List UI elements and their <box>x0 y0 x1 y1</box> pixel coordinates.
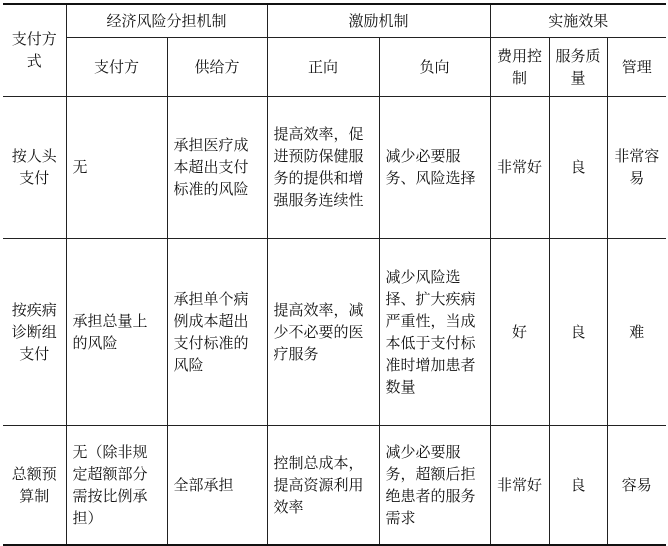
header-row-1 <box>3 4 666 37</box>
row-cost-control: 非常好 <box>490 425 549 545</box>
row-service-quality: 良 <box>549 96 607 238</box>
row-negative: 减少风险选择、扩大疾病严重性，当成本低于支付标准时增加患者数量 <box>379 238 490 425</box>
header-positive: 正向 <box>267 37 379 96</box>
header-management: 管理 <box>607 37 666 96</box>
row-negative: 减少必要服务、风险选择 <box>379 96 490 238</box>
row-cost-control: 好 <box>490 238 549 425</box>
header-negative: 负向 <box>379 37 490 96</box>
header-effect: 实施效果 <box>490 4 666 37</box>
row-negative: 减少必要服务，超额后拒绝患者的服务需求 <box>379 425 490 545</box>
table-row <box>3 238 666 425</box>
row-method: 按疾病诊断组支付 <box>3 238 66 425</box>
row-payer: 无 <box>66 96 167 238</box>
row-payer: 承担总量上的风险 <box>66 238 167 425</box>
row-positive: 提高效率，促进预防保健服务的提供和增强服务连续性 <box>267 96 379 238</box>
row-method: 总额预算制 <box>3 425 66 545</box>
header-provider: 供给方 <box>167 37 267 96</box>
row-positive: 提高效率，减少不必要的医疗服务 <box>267 238 379 425</box>
header-incentive: 激励机制 <box>267 4 490 37</box>
row-provider: 承担医疗成本超出支付标准的风险 <box>167 96 267 238</box>
row-service-quality: 良 <box>549 425 607 545</box>
table-row <box>3 96 666 238</box>
payment-methods-table <box>3 3 666 546</box>
row-cost-control: 非常好 <box>490 96 549 238</box>
table-row <box>3 425 666 545</box>
header-payment-method: 支付方式 <box>3 4 66 96</box>
row-method: 按人头支付 <box>3 96 66 238</box>
row-positive: 控制总成本，提高资源利用效率 <box>267 425 379 545</box>
row-provider: 承担单个病例成本超出支付标准的风险 <box>167 238 267 425</box>
header-cost-control: 费用控制 <box>490 37 549 96</box>
row-provider: 全部承担 <box>167 425 267 545</box>
header-row-2 <box>3 37 666 96</box>
row-management: 非常容易 <box>607 96 666 238</box>
header-service-quality: 服务质量 <box>549 37 607 96</box>
row-service-quality: 良 <box>549 238 607 425</box>
row-management: 容易 <box>607 425 666 545</box>
row-payer: 无（除非规定超额部分需按比例承担） <box>66 425 167 545</box>
header-risk-sharing: 经济风险分担机制 <box>66 4 267 37</box>
row-management: 难 <box>607 238 666 425</box>
header-payer: 支付方 <box>66 37 167 96</box>
